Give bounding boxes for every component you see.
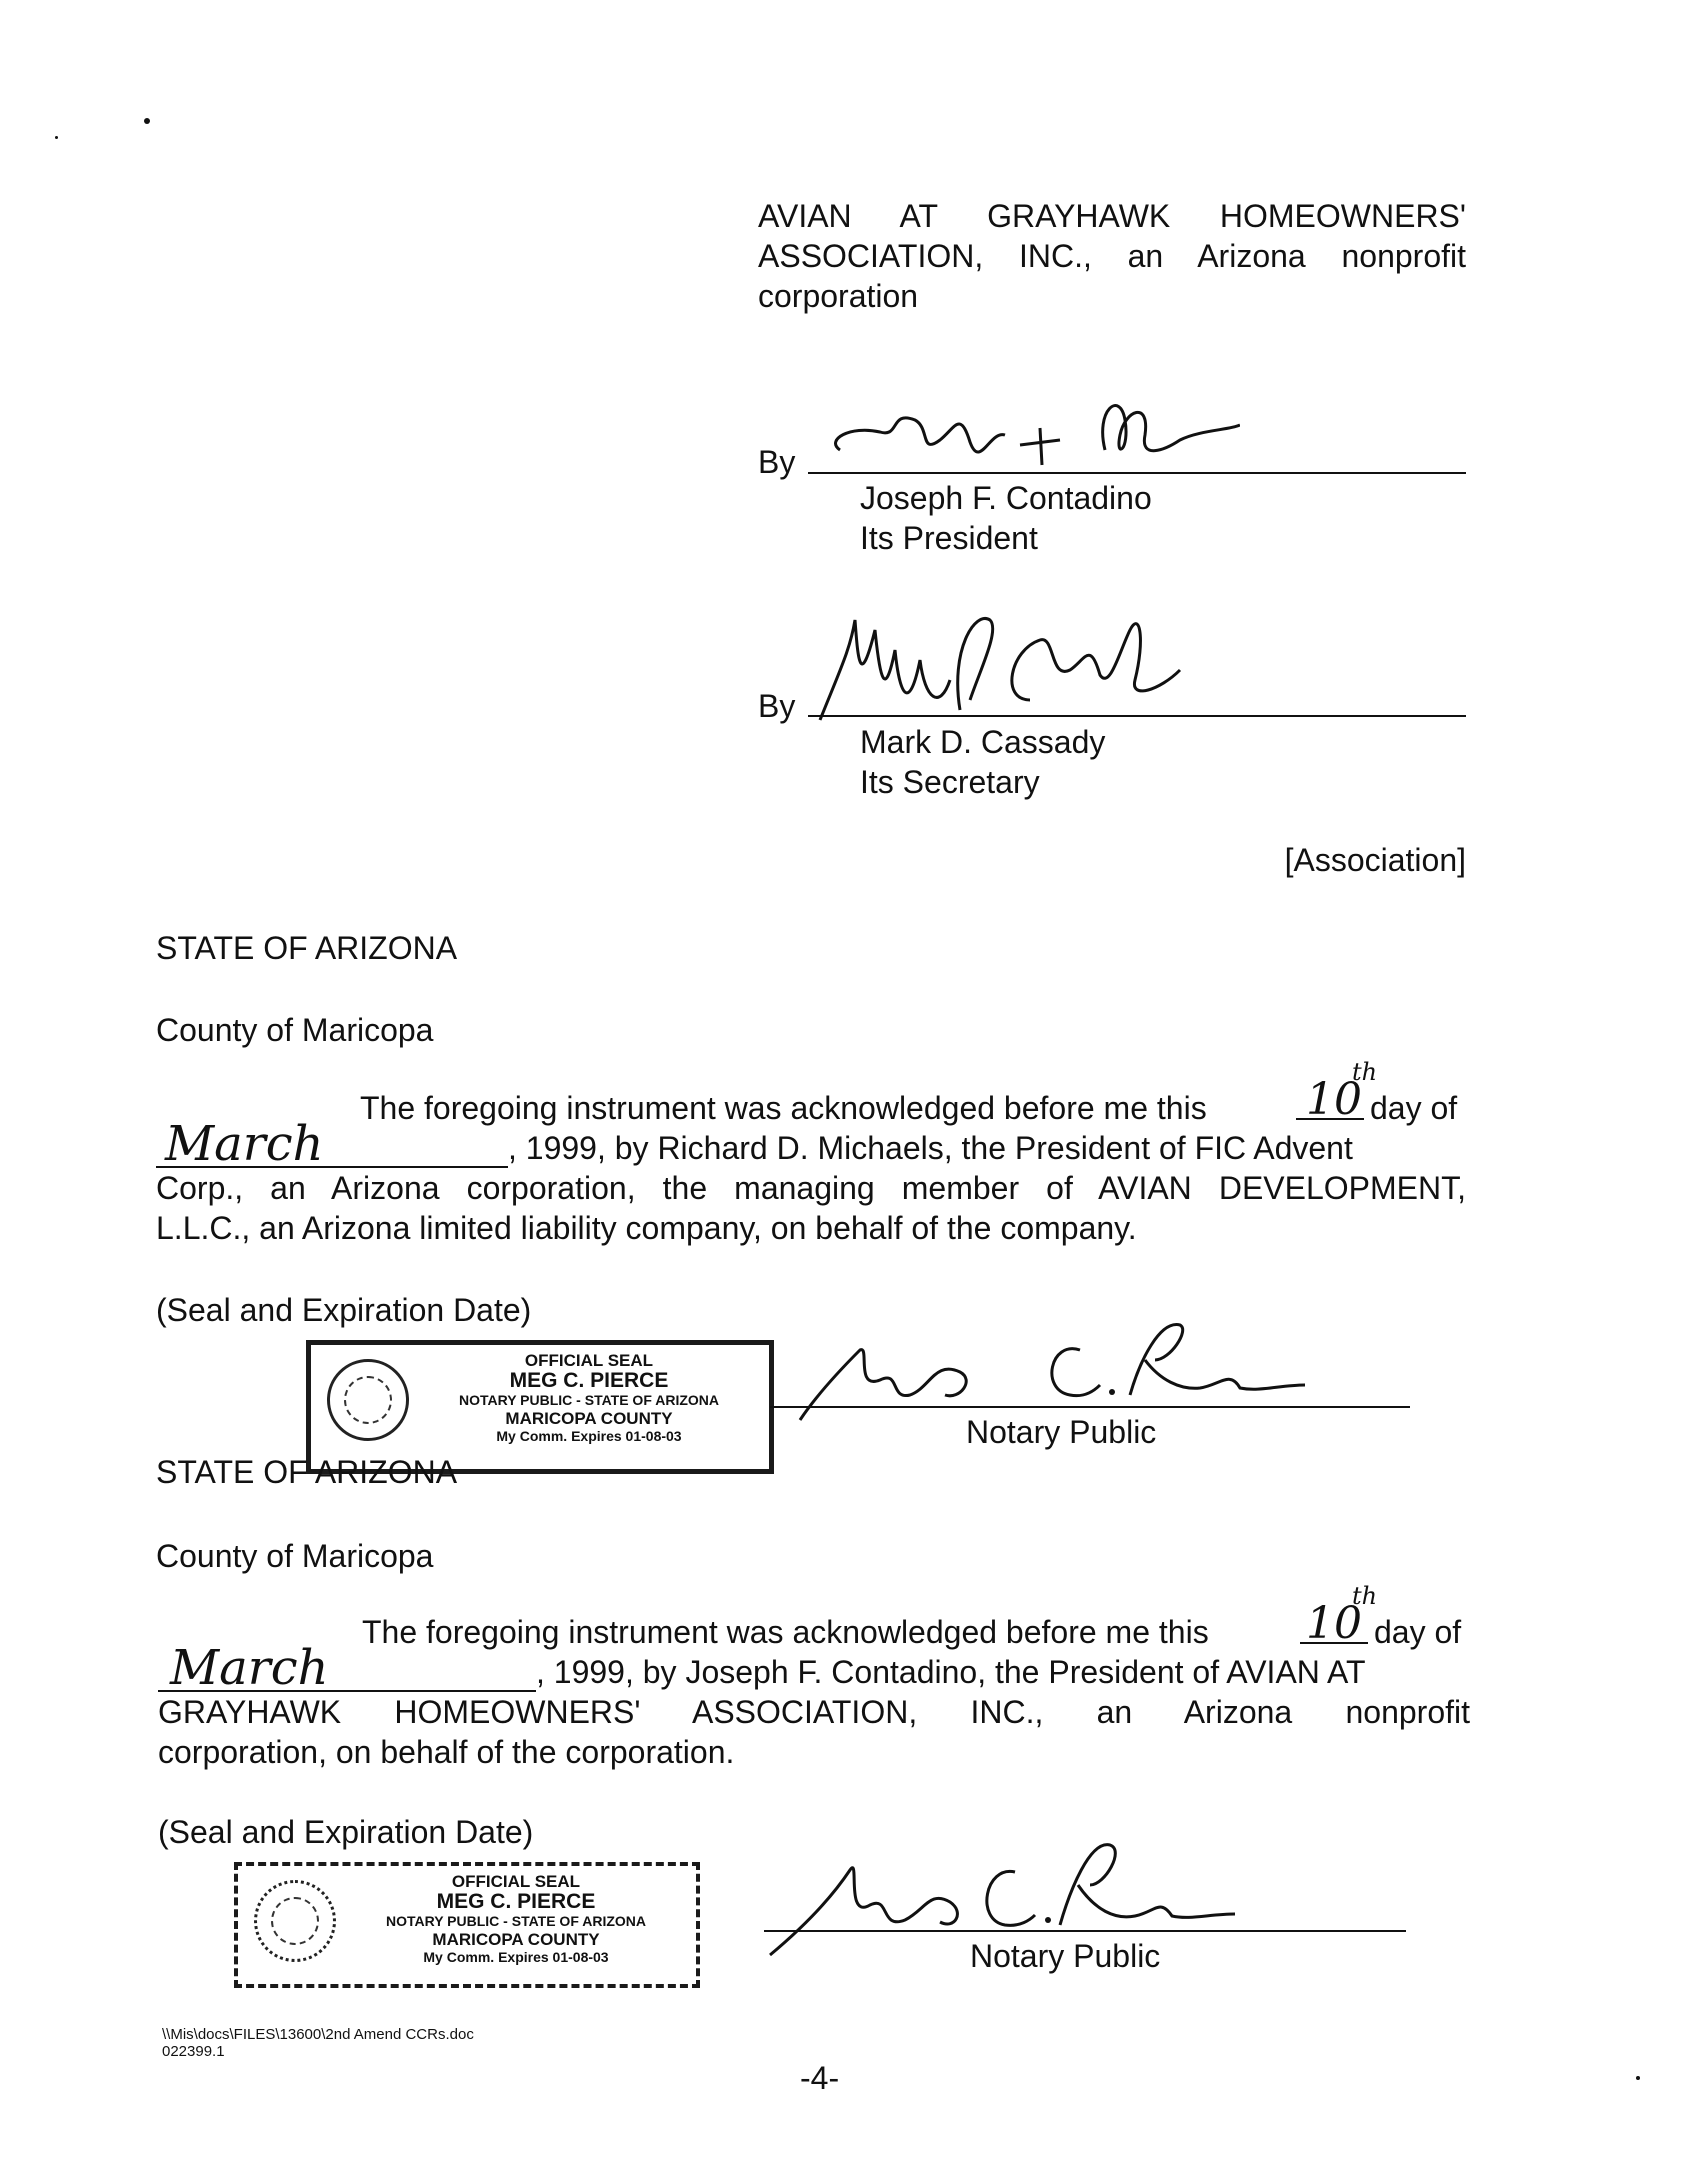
association-tag: [Association] bbox=[1284, 842, 1466, 878]
state-seal-emblem bbox=[327, 1359, 409, 1441]
ack-line1-pre: The foregoing instrument was acknowledged before me this bbox=[360, 1090, 1207, 1126]
association-name-line3: corporation bbox=[758, 278, 919, 314]
county-heading: County of Maricopa bbox=[156, 1538, 434, 1574]
seal-line4: MARICOPA COUNTY bbox=[505, 1409, 673, 1428]
scan-speck bbox=[144, 118, 150, 124]
signatory-title: Its President bbox=[860, 520, 1038, 556]
ack-line4: L.L.C., an Arizona limited liability company, on behalf of the company. bbox=[156, 1210, 1137, 1246]
ack-line1-pre: The foregoing instrument was acknowledged before me this bbox=[362, 1614, 1209, 1650]
day-handwritten: 10 bbox=[1306, 1598, 1362, 1649]
state-heading: STATE OF ARIZONA bbox=[156, 1454, 458, 1490]
by-label: By bbox=[758, 688, 796, 724]
president-signature bbox=[820, 380, 1240, 490]
seal-line3: NOTARY PUBLIC - STATE OF ARIZONA bbox=[458, 1392, 720, 1408]
notary-public-label: Notary Public bbox=[966, 1414, 1157, 1450]
ack-line2-rest: , 1999, by Richard D. Michaels, the President of FIC Advent bbox=[508, 1130, 1353, 1166]
notary-seal-stamp bbox=[234, 1862, 700, 1988]
by-label: By bbox=[758, 444, 796, 480]
seal-line2: MEG C. PIERCE bbox=[436, 1890, 596, 1913]
month-handwritten: March bbox=[165, 1116, 324, 1172]
signatory-name: Mark D. Cassady bbox=[860, 724, 1106, 760]
day-handwritten: 10 bbox=[1306, 1074, 1362, 1125]
ack-line4: corporation, on behalf of the corporation. bbox=[158, 1734, 735, 1770]
seal-line5: My Comm. Expires 01-08-03 bbox=[423, 1949, 609, 1965]
scan-speck bbox=[55, 136, 58, 139]
ack-line1-post: day of bbox=[1374, 1614, 1462, 1650]
footer-file-path: \\Mis\docs\FILES\13600\2nd Amend CCRs.doc bbox=[162, 2026, 474, 2043]
state-heading: STATE OF ARIZONA bbox=[156, 930, 458, 966]
seal-line2: MEG C. PIERCE bbox=[509, 1369, 669, 1392]
seal-line1: OFFICIAL SEAL bbox=[451, 1872, 581, 1891]
footer-doc-code: 022399.1 bbox=[162, 2043, 225, 2060]
day-superscript: th bbox=[1352, 1058, 1378, 1086]
seal-caption: (Seal and Expiration Date) bbox=[156, 1292, 532, 1328]
seal-line1: OFFICIAL SEAL bbox=[524, 1351, 654, 1370]
signatory-title: Its Secretary bbox=[860, 764, 1040, 800]
page-number: -4- bbox=[800, 2060, 840, 2096]
ack-line1-post: day of bbox=[1370, 1090, 1458, 1126]
association-name-line2: ASSOCIATION, INC., an Arizona nonprofit bbox=[758, 238, 1466, 274]
ack-line2-rest: , 1999, by Joseph F. Contadino, the President of AVIAN AT bbox=[536, 1654, 1366, 1690]
ack-line3: GRAYHAWK HOMEOWNERS' ASSOCIATION, INC., an Arizona nonprofit bbox=[158, 1694, 1470, 1730]
seal-caption: (Seal and Expiration Date) bbox=[158, 1814, 534, 1850]
month-handwritten: March bbox=[170, 1640, 329, 1696]
seal-line4: MARICOPA COUNTY bbox=[432, 1930, 600, 1949]
ack-line3: Corp., an Arizona corporation, the managing member of AVIAN DEVELOPMENT, bbox=[156, 1170, 1466, 1206]
scan-speck bbox=[1636, 2076, 1640, 2080]
seal-line5: My Comm. Expires 01-08-03 bbox=[496, 1428, 682, 1444]
county-heading: County of Maricopa bbox=[156, 1012, 434, 1048]
day-superscript: th bbox=[1352, 1582, 1378, 1610]
association-name-line1: AVIAN AT GRAYHAWK HOMEOWNERS' bbox=[758, 198, 1466, 234]
secretary-signature bbox=[800, 590, 1200, 740]
notary-public-label: Notary Public bbox=[970, 1938, 1161, 1974]
seal-line3: NOTARY PUBLIC - STATE OF ARIZONA bbox=[385, 1913, 647, 1929]
signatory-name: Joseph F. Contadino bbox=[860, 480, 1152, 516]
state-seal-emblem bbox=[254, 1880, 336, 1962]
